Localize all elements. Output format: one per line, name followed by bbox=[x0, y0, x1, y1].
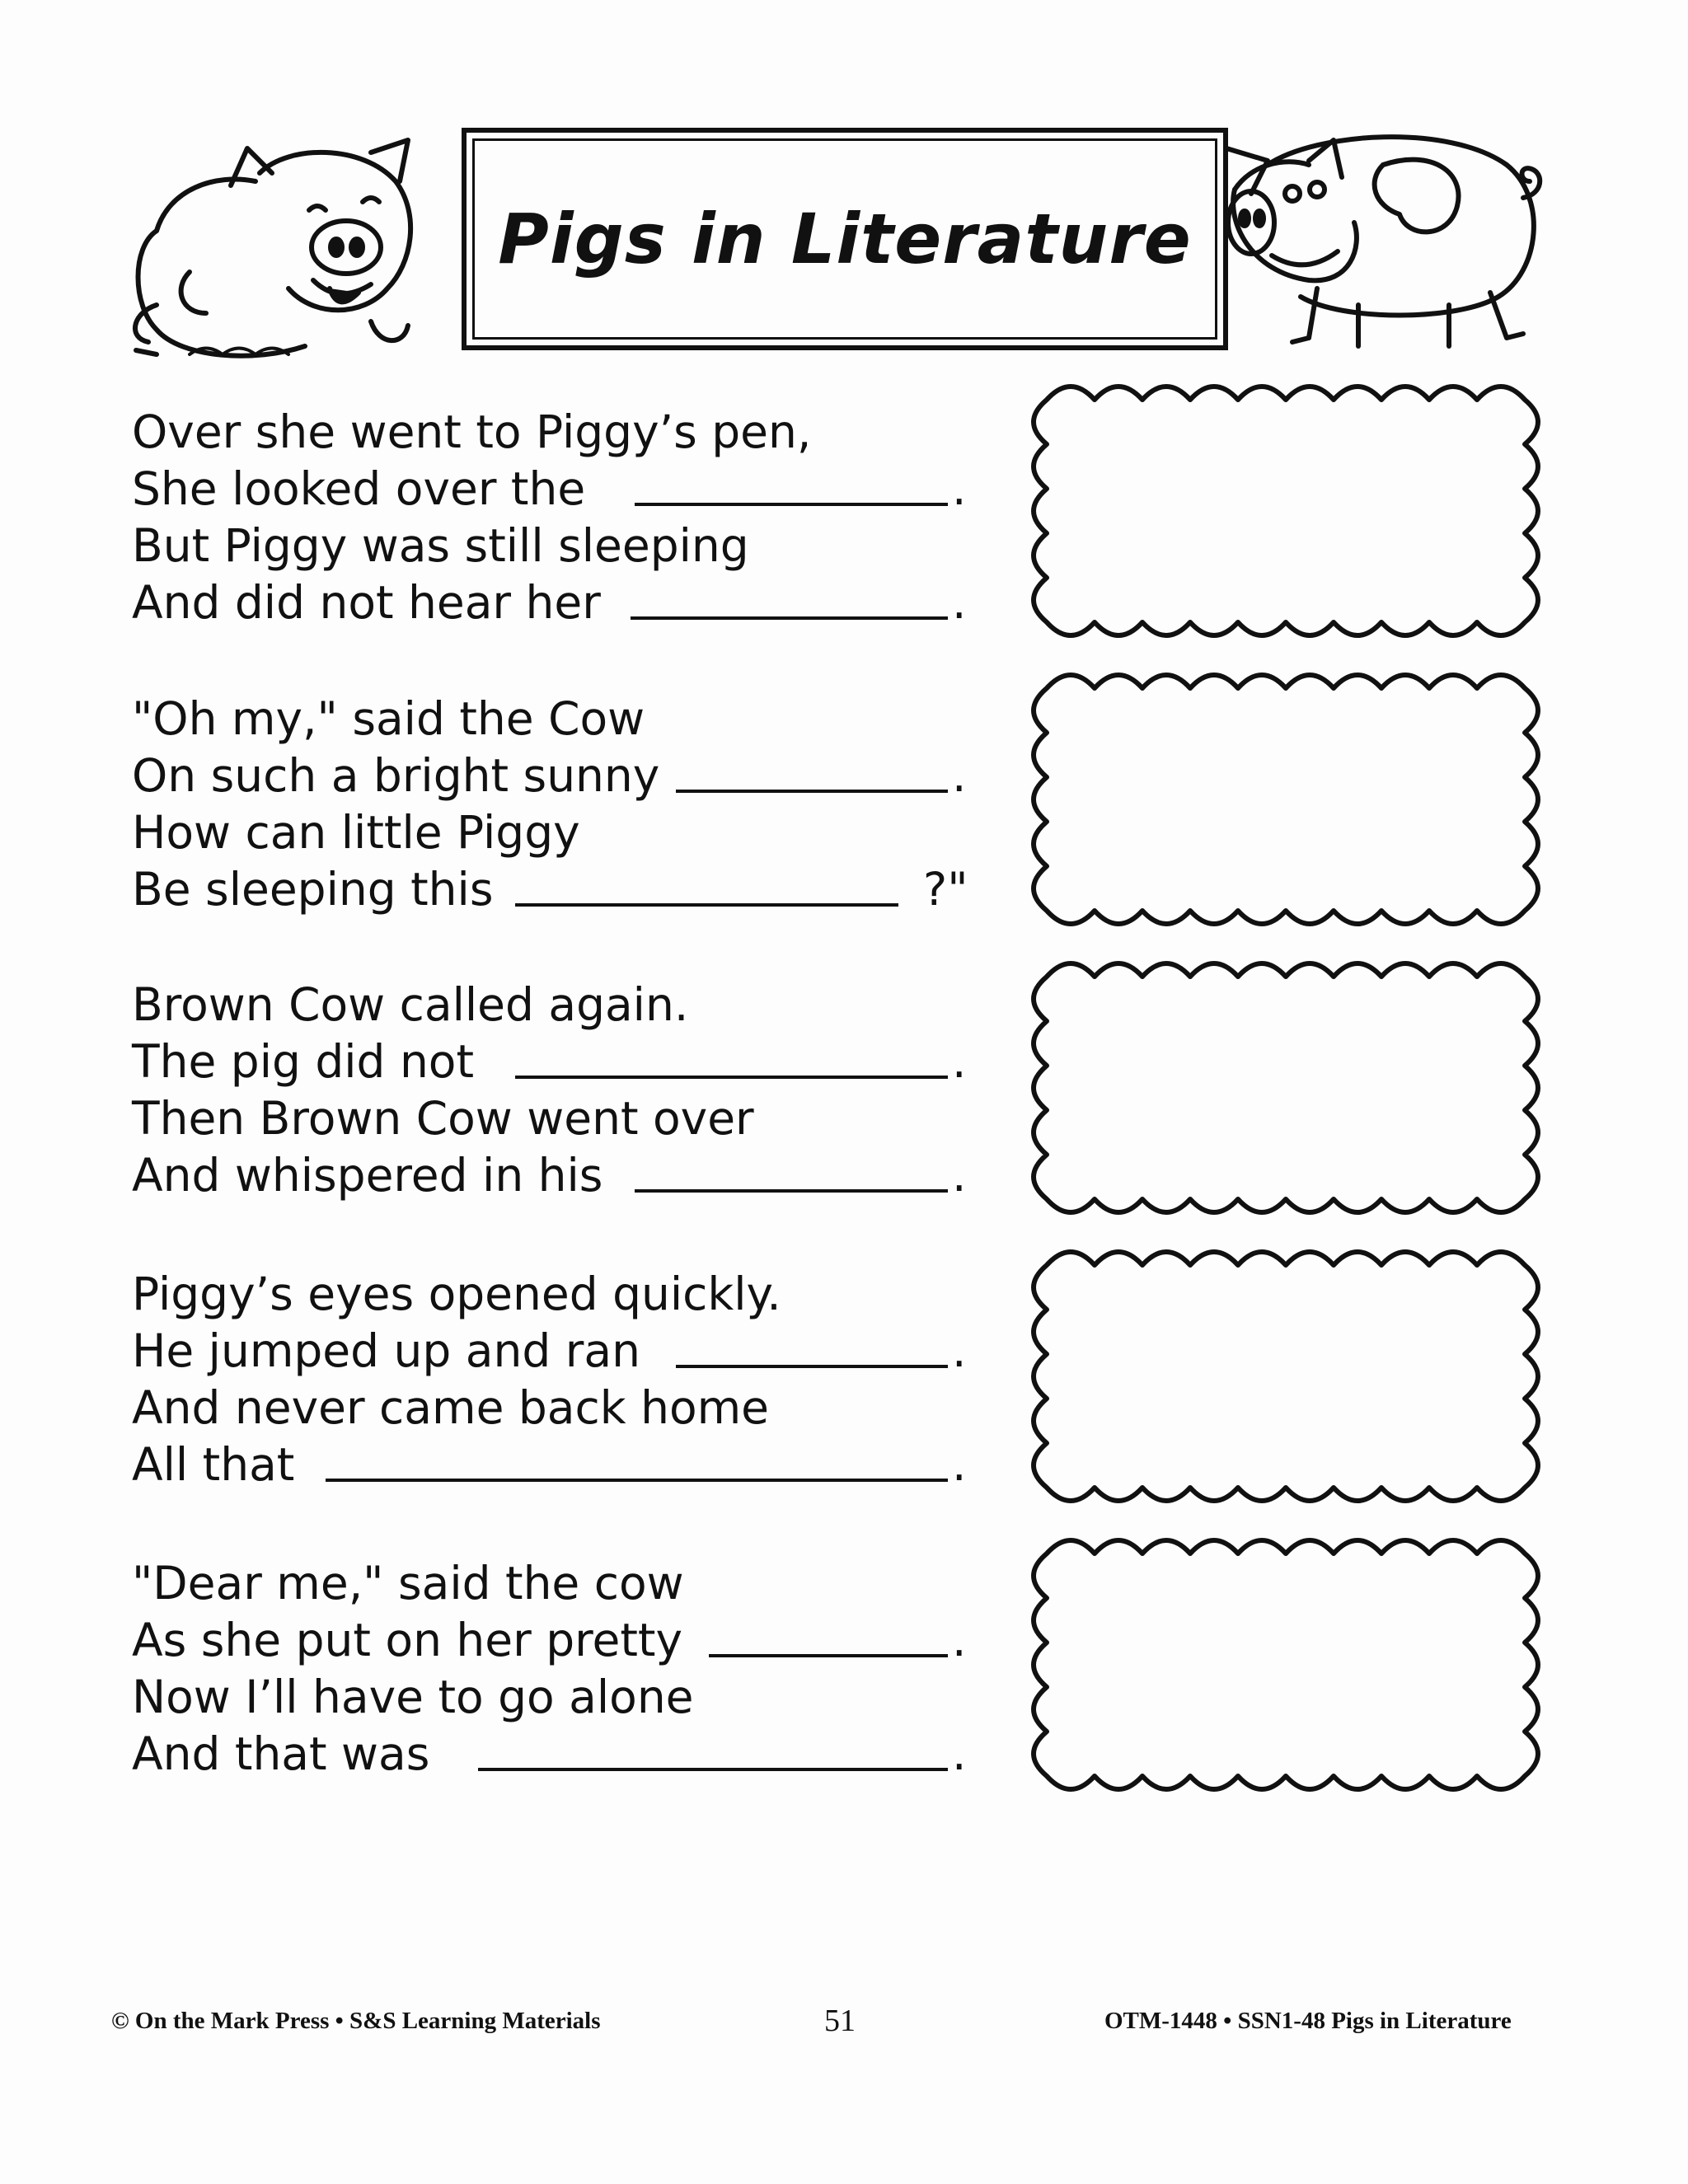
poem-line: And that was . bbox=[132, 1726, 973, 1783]
poem-line: Be sleeping this ?" bbox=[132, 861, 973, 918]
answer-cloud-box[interactable] bbox=[1022, 1529, 1550, 1801]
stanza bbox=[132, 977, 973, 1204]
poem-line: All that . bbox=[132, 1436, 973, 1493]
poem-line: The pig did not . bbox=[132, 1033, 973, 1090]
answer-blank[interactable] bbox=[676, 1365, 948, 1368]
footer bbox=[0, 2004, 1688, 2049]
line-end-punctuation: . bbox=[952, 1614, 967, 1666]
answer-blank[interactable] bbox=[326, 1479, 948, 1482]
poem-line: Brown Cow called again. bbox=[132, 978, 689, 1031]
line-end-punctuation: . bbox=[952, 749, 967, 802]
poem-line: He jumped up and ran . bbox=[132, 1323, 973, 1380]
poem-line: She looked over the . bbox=[132, 461, 973, 518]
line-end-punctuation: ?" bbox=[923, 863, 968, 916]
poem-line: As she put on her pretty . bbox=[132, 1612, 973, 1669]
stanza bbox=[132, 1266, 973, 1493]
stanza bbox=[132, 691, 973, 918]
poem-line: And did not hear her . bbox=[132, 574, 973, 631]
answer-blank[interactable] bbox=[631, 616, 948, 620]
page-title: Pigs in Literature bbox=[498, 199, 1192, 279]
poem-line: "Oh my," said the Cow bbox=[132, 692, 645, 745]
answer-blank[interactable] bbox=[635, 1189, 948, 1193]
answer-blank[interactable] bbox=[515, 1076, 948, 1079]
answer-cloud-box[interactable] bbox=[1022, 952, 1550, 1224]
stanza bbox=[132, 1555, 973, 1783]
poem-line: Piggy’s eyes opened quickly. bbox=[132, 1268, 781, 1320]
poem-line: "Dear me," said the cow bbox=[132, 1557, 684, 1610]
poem-line: But Piggy was still sleeping bbox=[132, 519, 749, 572]
answer-blank[interactable] bbox=[515, 903, 898, 907]
poem-line: And whispered in his . bbox=[132, 1147, 973, 1204]
poem-line: Then Brown Cow went over bbox=[132, 1092, 754, 1145]
answer-blank[interactable] bbox=[709, 1654, 948, 1657]
page-number: 51 bbox=[824, 2004, 856, 2038]
line-end-punctuation: . bbox=[952, 1149, 967, 1202]
line-end-punctuation: . bbox=[952, 576, 967, 629]
poem-line: Over she went to Piggy’s pen, bbox=[132, 405, 812, 458]
line-end-punctuation: . bbox=[952, 462, 967, 515]
stanza bbox=[132, 404, 973, 631]
line-end-punctuation: . bbox=[952, 1438, 967, 1491]
pig-illustration-left bbox=[124, 124, 462, 371]
poem-line: On such a bright sunny . bbox=[132, 748, 973, 804]
answer-blank[interactable] bbox=[635, 503, 948, 506]
answer-cloud-box[interactable] bbox=[1022, 375, 1550, 647]
answer-blank[interactable] bbox=[676, 790, 948, 793]
answer-blank[interactable] bbox=[478, 1768, 948, 1771]
answer-cloud-box[interactable] bbox=[1022, 1240, 1550, 1512]
line-end-punctuation: . bbox=[952, 1727, 967, 1780]
title-frame bbox=[462, 128, 1228, 350]
footer-product-code: OTM-1448 • SSN1-48 Pigs in Literature bbox=[1104, 2008, 1512, 2034]
poem-line: How can little Piggy bbox=[132, 806, 580, 859]
poem-line: Now I’ll have to go alone bbox=[132, 1671, 694, 1723]
footer-publisher: © On the Mark Press • S&S Learning Materials bbox=[111, 2008, 601, 2034]
line-end-punctuation: . bbox=[952, 1324, 967, 1377]
poem-line: And never came back home bbox=[132, 1381, 770, 1434]
pig-illustration-right bbox=[1218, 115, 1548, 363]
line-end-punctuation: . bbox=[952, 1035, 967, 1088]
answer-cloud-box[interactable] bbox=[1022, 663, 1550, 935]
